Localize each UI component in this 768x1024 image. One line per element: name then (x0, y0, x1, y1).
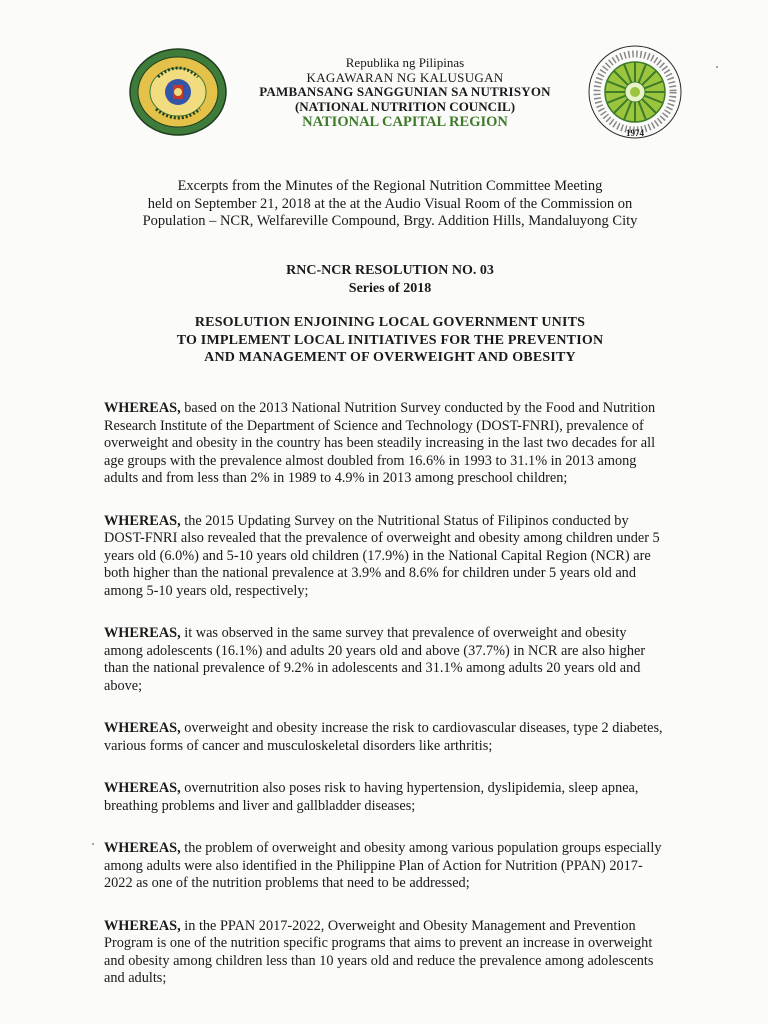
paragraph-line: than the national prevalence of 9.2% in adolescents and 31.1% among adults 20 years old and (104, 660, 641, 676)
title-line: AND MANAGEMENT OF OVERWEIGHT AND OBESITY (204, 350, 576, 365)
paragraph-line: overnutrition also poses risk to having hypertension, dyslipidemia, sleep apnea, (180, 780, 639, 796)
whereas-keyword: WHEREAS, (104, 780, 181, 796)
letterhead-council-english: (NATIONAL NUTRITION COUNCIL) (294, 98, 516, 114)
letterhead-council-filipino: PAMBANSANG SANGGUNIAN SA NUTRISYON (259, 84, 551, 99)
whereas-keyword: WHEREAS, (104, 840, 181, 856)
resolution-body (104, 400, 724, 1013)
whereas-paragraph (104, 918, 724, 988)
paragraph-line: age groups with the prevalence almost doubled from 16.6% in 1993 to 31.1% in 2013 among (104, 452, 637, 469)
letterhead-republic: Republika ng Pilipinas (345, 55, 465, 70)
whereas-paragraph (104, 720, 724, 755)
paragraph-line: among adults were also identified in the Philippine Plan of Action for Nutrition (PPAN) 2017- (104, 857, 643, 874)
whereas-paragraph (104, 513, 724, 601)
paragraph-line: and adults; (104, 970, 167, 986)
nnc-seal-year: 1974 (626, 128, 644, 138)
meeting-excerpt (100, 178, 680, 231)
paragraph-line: DOST-FNRI also revealed that the prevalence of overweight and obesity among children under 5 (104, 530, 660, 546)
paragraph-line: among adolescents (16.1%) and adults 20 years old and above (37.7%) in NCR are also higher (104, 642, 646, 659)
resolution-series: Series of 2018 (348, 280, 432, 296)
whereas-keyword: WHEREAS, (104, 625, 181, 641)
paragraph-line: and obesity among children less than 10 years old and reduce the prevalence among adolescents (104, 952, 654, 969)
title-line: RESOLUTION ENJOINING LOCAL GOVERNMENT UNITS (194, 315, 586, 330)
letterhead (230, 56, 580, 130)
paragraph-line: both higher than the national prevalence at 3.9% and 8.6% for children under 5 years old and (104, 565, 636, 581)
whereas-paragraph (104, 400, 724, 488)
paragraph-line: Program is one of the nutrition specific programs that aims to prevent an increase in overweight (104, 935, 653, 951)
excerpt-line: held on September 21, 2018 at the at the Audio Visual Room of the Commission on (147, 195, 633, 212)
paragraph-line: it was observed in the same survey that prevalence of overweight and obesity (180, 625, 627, 641)
paragraph-line: years old (6.0%) and 5-10 years old children (17.9%) in the National Capital Region (NCR) are (104, 547, 651, 564)
paragraph-line: above; (104, 677, 143, 694)
resolution-number-block (100, 262, 680, 297)
whereas-paragraph (104, 625, 724, 695)
paragraph-line: in the PPAN 2017-2022, Overweight and Obesity Management and Prevention (180, 917, 636, 934)
paragraph-line: adults and from less than 2% in 1989 to 4.9% in 2013 among preschool children; (104, 470, 568, 486)
paragraph-line: breathing problems and liver and gallbladder diseases; (104, 797, 416, 814)
whereas-paragraph (104, 840, 724, 893)
paragraph-line: based on the 2013 National Nutrition Survey conducted by the Food and Nutrition (180, 400, 656, 416)
excerpt-line: Excerpts from the Minutes of the Regional Nutrition Committee Meeting (177, 178, 603, 194)
whereas-paragraph (104, 780, 724, 815)
paragraph-line: the 2015 Updating Survey on the Nutritional Status of Filipinos conducted by (180, 512, 629, 529)
paragraph-line: Research Institute of the Department of Science and Technology (DOST-FNRI), prevalence of (104, 417, 644, 434)
paragraph-line: overweight and obesity increase the risk to cardiovascular diseases, type 2 diabetes, (180, 720, 663, 736)
excerpt-line: Population – NCR, Welfareville Compound, Brgy. Addition Hills, Mandaluyong City (142, 213, 638, 229)
paragraph-line: 2022 as one of the nutrition problems that need to be addressed; (104, 875, 470, 891)
scan-speck (716, 66, 718, 68)
nnc-seal-logo (584, 42, 686, 142)
scan-speck (92, 843, 94, 845)
letterhead-region: NATIONAL CAPITAL REGION (302, 114, 508, 130)
doh-seal-logo (128, 47, 228, 137)
whereas-keyword: WHEREAS, (104, 512, 181, 529)
paragraph-line: among 5-10 years old, respectively; (104, 582, 309, 599)
whereas-keyword: WHEREAS, (104, 400, 181, 416)
paragraph-line: overweight and obesity in the country has been steadily increasing in the last two decades for all (104, 435, 656, 451)
resolution-number: RNC-NCR RESOLUTION NO. 03 (286, 263, 494, 278)
paragraph-line: various forms of cancer and musculoskeletal disorders like arthritis; (104, 737, 493, 754)
paragraph-line: the problem of overweight and obesity among various population groups especially (180, 840, 662, 856)
whereas-keyword: WHEREAS, (104, 917, 181, 934)
letterhead-department: KAGAWARAN NG KALUSUGAN (306, 69, 504, 85)
whereas-keyword: WHEREAS, (104, 720, 181, 736)
resolution-title (100, 314, 680, 367)
title-line: TO IMPLEMENT LOCAL INITIATIVES FOR THE PREVENTION (176, 332, 604, 348)
